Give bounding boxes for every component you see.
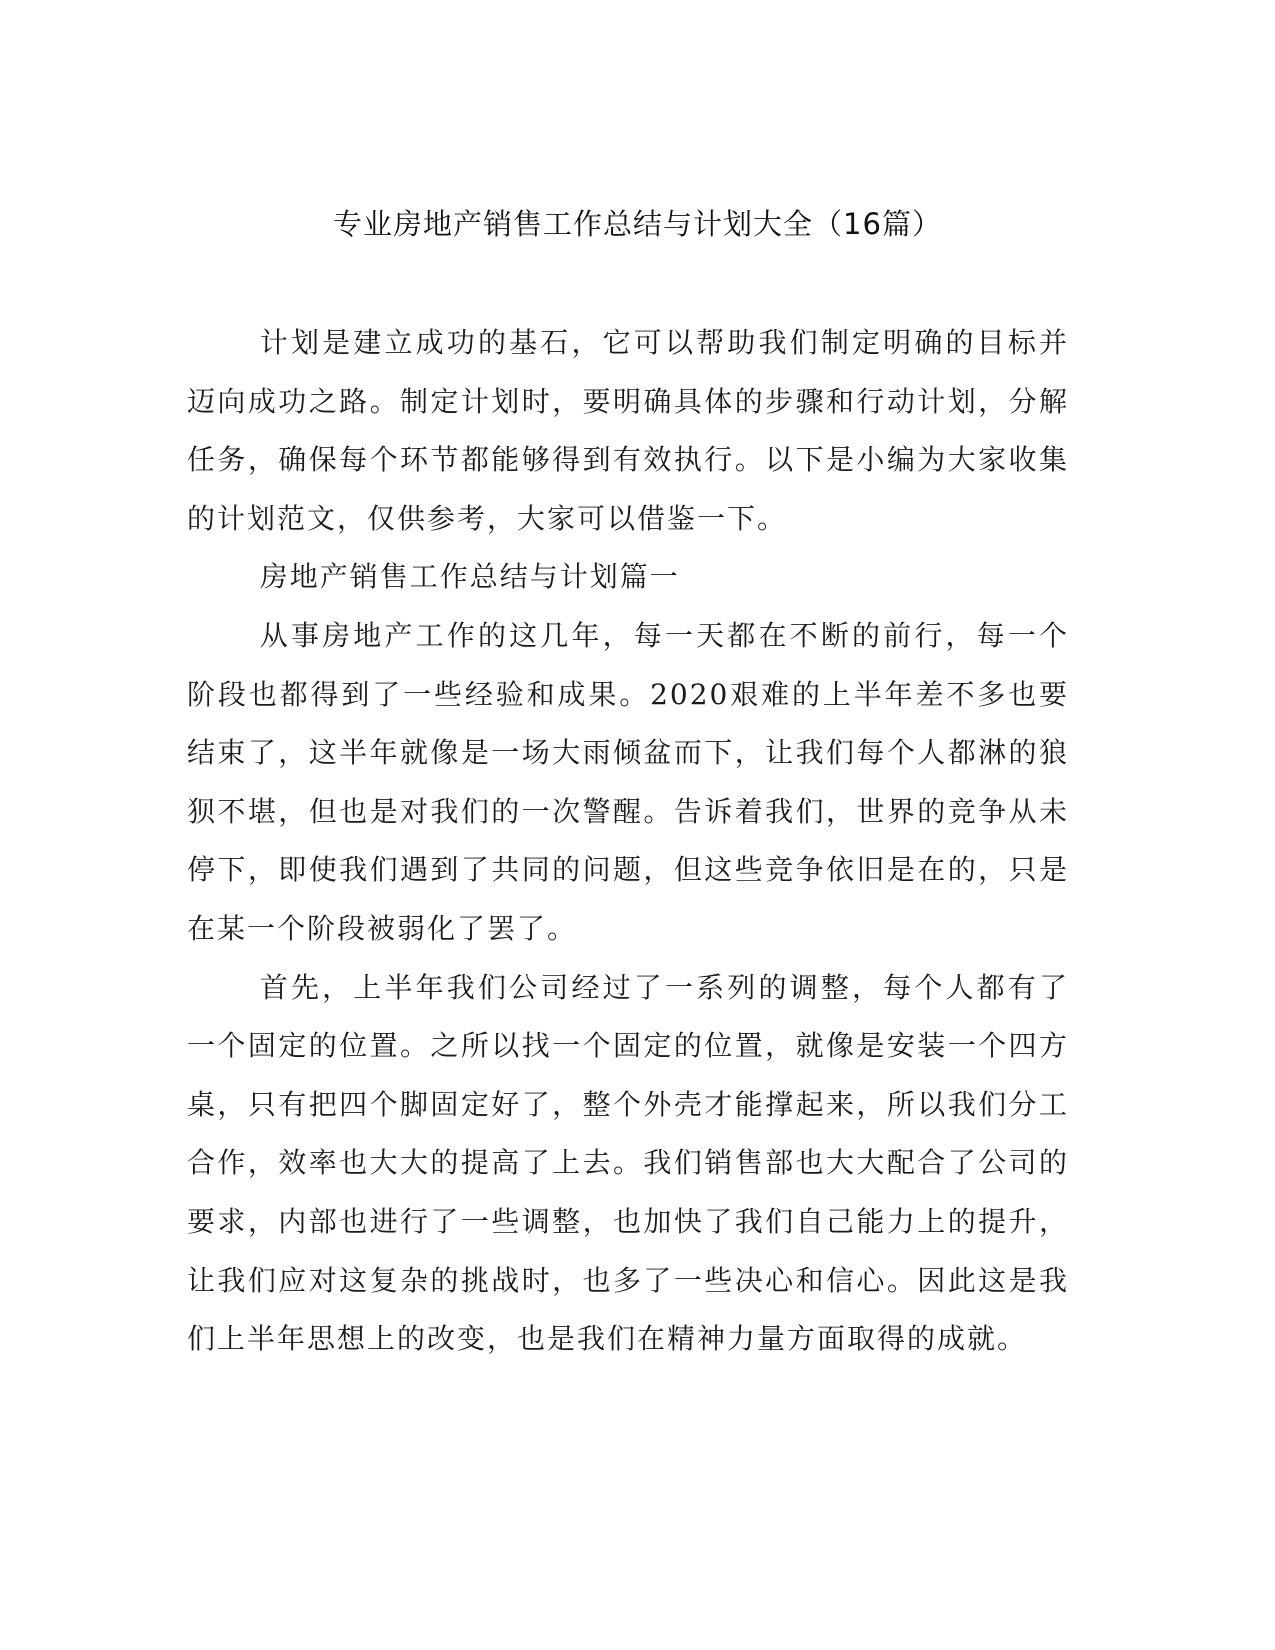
section-heading: 房地产销售工作总结与计划篇一 — [259, 560, 680, 594]
document-title: 专业房地产销售工作总结与计划大全（16篇） — [333, 207, 942, 241]
paragraph-experience: 从事房地产工作的这几年，每一天都在不断的前行，每一个阶段也都得到了一些经验和成果。2020艰难的上半年差不多也要结束了，这半年就像是一场大雨倾盆而下，让我们每个人都淋的狼狈不堪，但也是对我们的一次警醒。告诉着我们，世界的竞争从未停下，即使我们遇到了共同的问题，但这些竞争依旧是在的，只是在某一个阶段被弱化了罢了。 — [187, 618, 1069, 945]
paragraph-intro: 计划是建立成功的基石，它可以帮助我们制定明确的目标并迈向成功之路。制定计划时，要明确具体的步骤和行动计划，分解任务，确保每个环节都能够得到有效执行。以下是小编为大家收集的计划范文，仅供参考，大家可以借鉴一下。 — [187, 326, 1069, 535]
paragraph-adjustment: 首先，上半年我们公司经过了一系列的调整，每个人都有了一个固定的位置。之所以找一个固定的位置，就像是安装一个四方桌，只有把四个脚固定好了，整个外壳才能撑起来，所以我们分工合作，效率也大大的提高了上去。我们销售部也大大配合了公司的要求，内部也进行了一些调整，也加快了我们自己能力上的提升，让我们应对这复杂的挑战时，也多了一些决心和信心。因此这是我们上半年思想上的改变，也是我们在精神力量方面取得的成就。 — [187, 970, 1069, 1356]
document-body — [187, 314, 1069, 1369]
